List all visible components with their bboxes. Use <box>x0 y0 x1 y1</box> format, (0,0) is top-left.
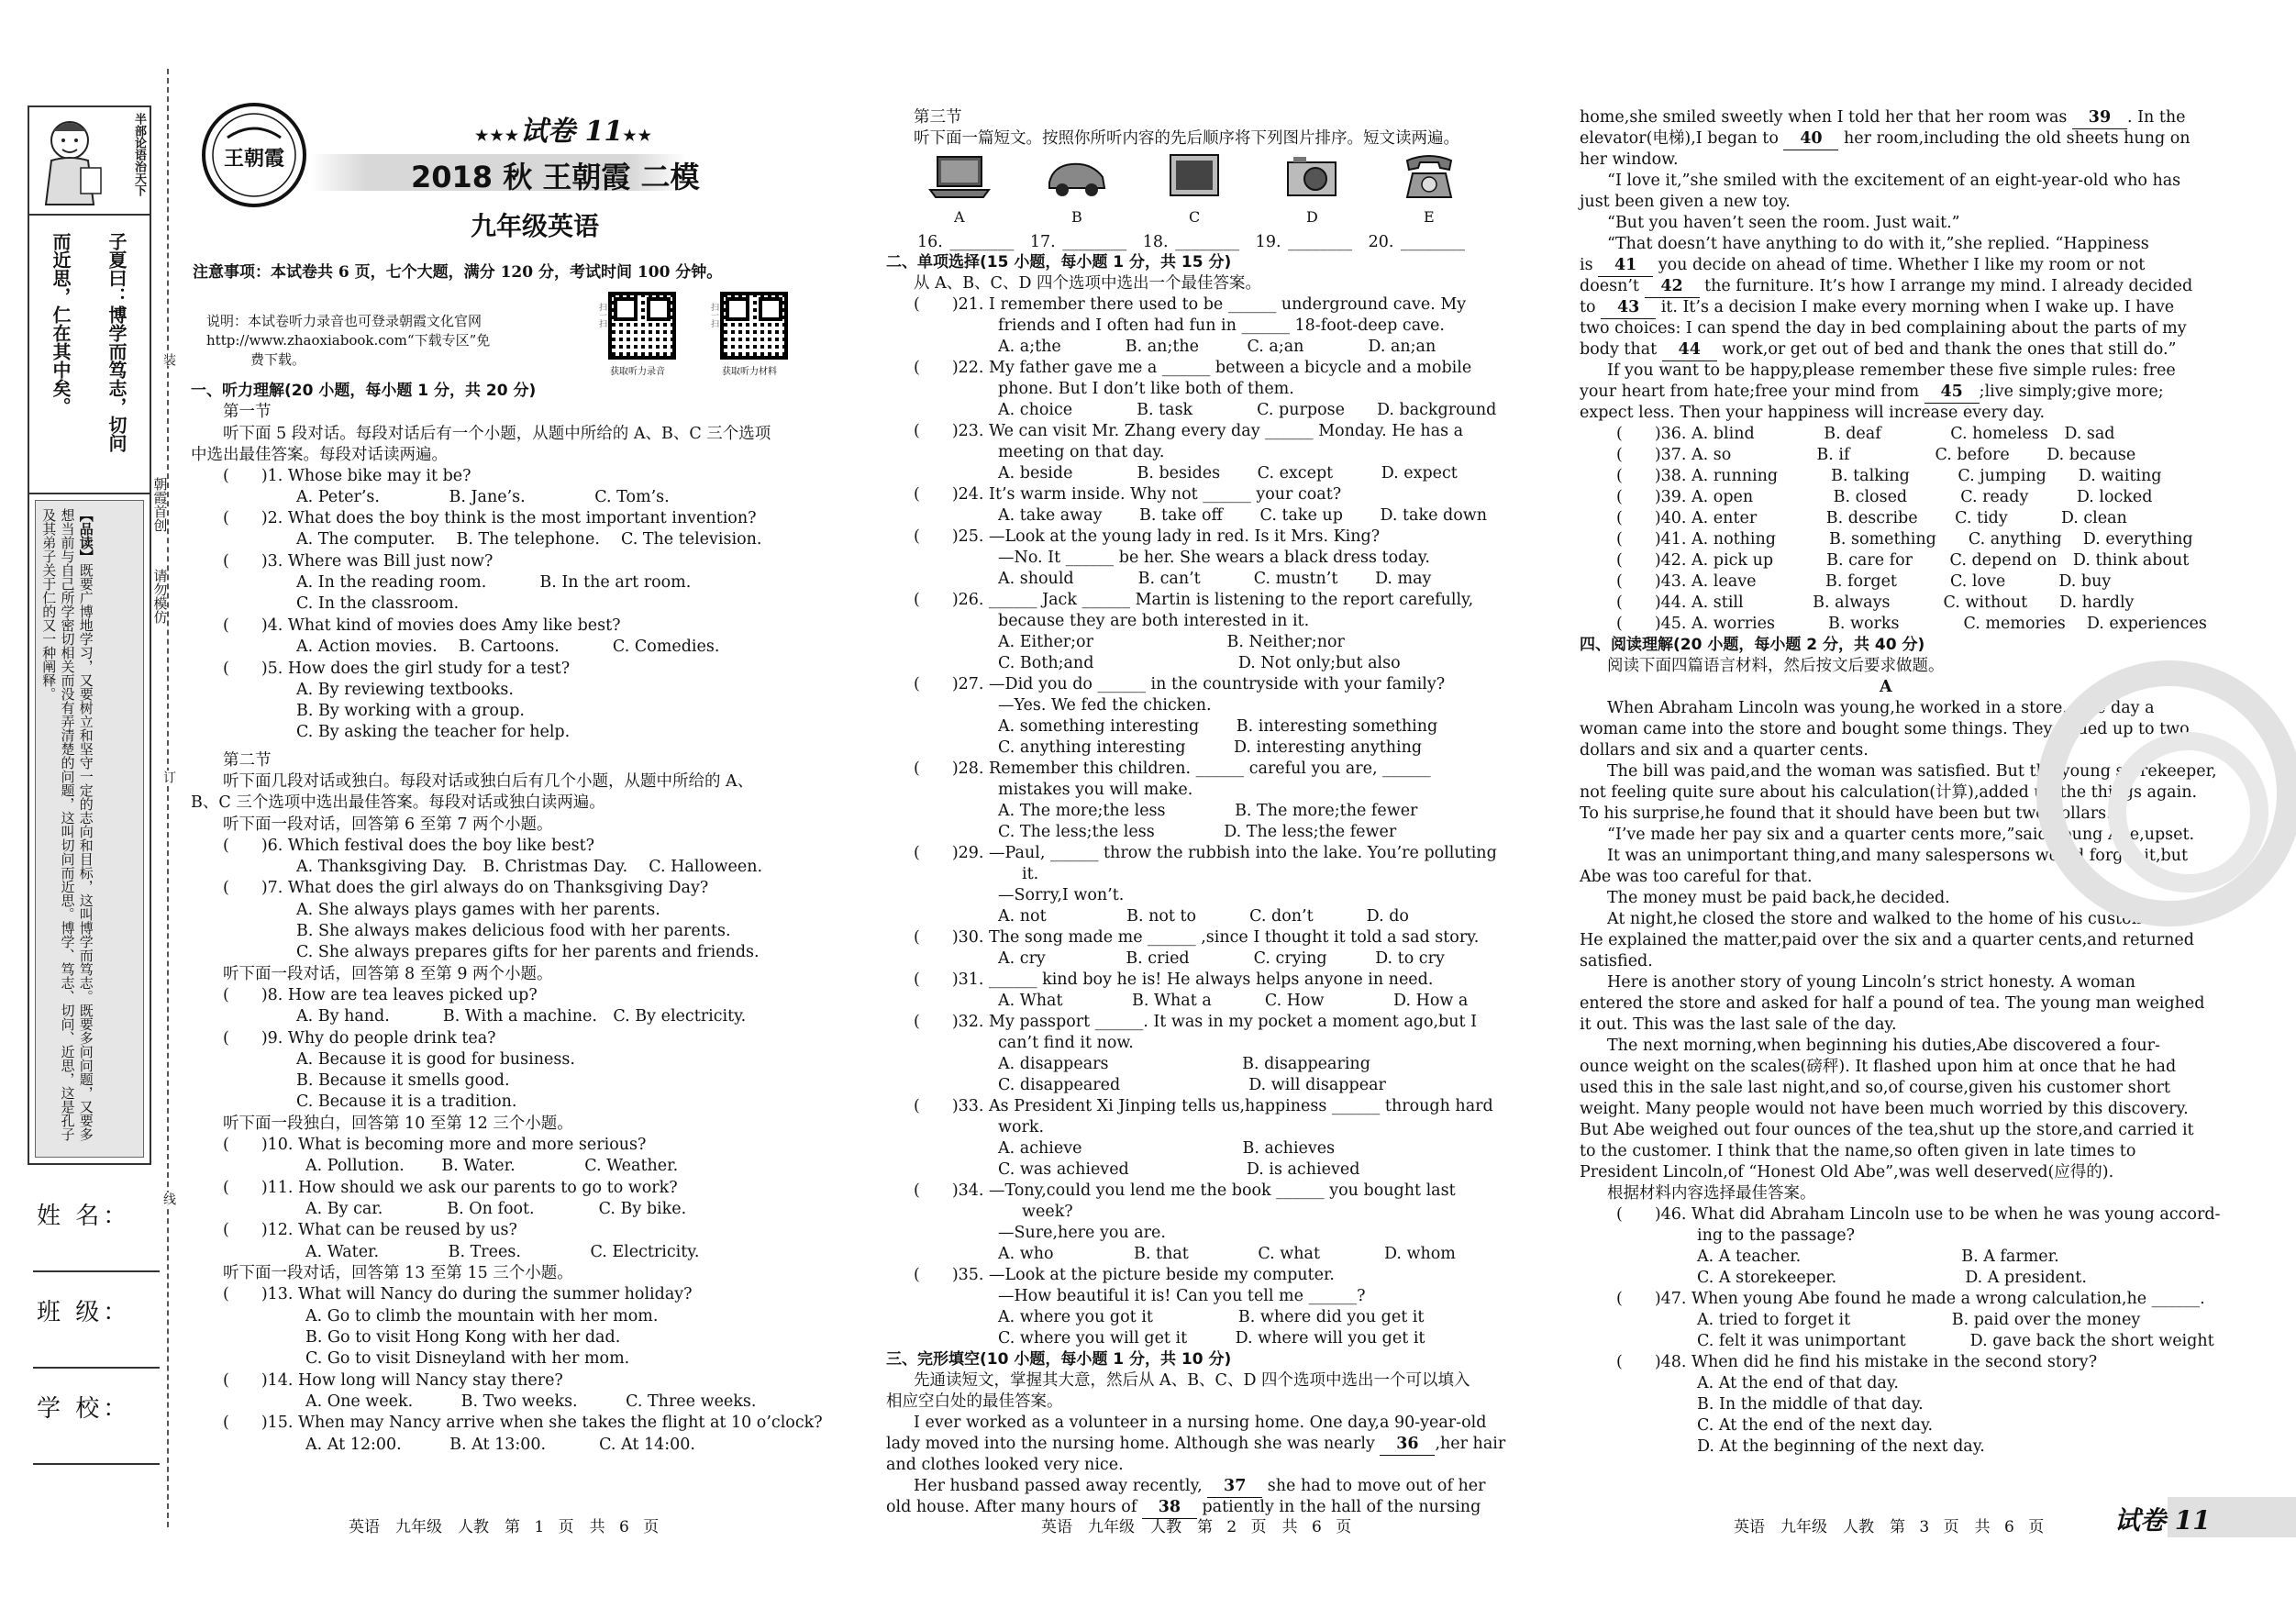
side-note-b: 请勿模仿 <box>151 569 169 624</box>
col2-line-52: 三、完形填空(10 小题，每小题 1 分，共 10 分) <box>886 1350 1232 1369</box>
col2-line-59: old house. After many hours of 38 patiently in the hall of the nursing <box>886 1497 1481 1519</box>
exam-subtitle: 九年级英语 <box>471 211 600 241</box>
col2-line-3: friends and I often had fun in ______ 18-foot-deep cave. <box>998 316 1445 335</box>
col3-line-23: ( )44. A. still B. always C. without D. hardly <box>1616 593 2135 612</box>
col2-line-43: C. was achieved D. is achieved <box>998 1160 1360 1179</box>
col1-line-28: ( )8. How are tea leaves picked up? <box>223 986 538 1004</box>
bind-char-2: 订 <box>158 771 178 783</box>
col2-line-35: A. What B. What a C. How D. How a <box>998 992 1469 1010</box>
col2-line-40: ( )33. As President Xi Jinping tells us,happiness ______ through hard <box>914 1097 1493 1115</box>
exam-title: 2018 秋 王朝霞 二模 <box>411 160 700 194</box>
col3-line-50: President Lincoln,of “Honest Old Abe”,was well deserved(应得的). <box>1580 1163 2114 1181</box>
blank-36[interactable]: 36 <box>1380 1434 1435 1456</box>
footer-page-2: 英语 九年级 人教 第 2 页 共 6 页 <box>1041 1518 1352 1536</box>
name-label: 姓 名： <box>37 1203 131 1230</box>
col3-line-56: ( )47. When young Abe found he made a wrong calculation,he ______. <box>1616 1290 2205 1308</box>
tv-icon <box>1161 151 1227 203</box>
col3-line-35: It was an unimportant thing,and many salespersons would forget it,but <box>1607 847 2189 865</box>
bind-char-3: 线 <box>158 1192 178 1205</box>
col1-line-27: 听下面一段对话，回答第 8 至第 9 两个小题。 <box>223 965 553 983</box>
col2-line-19: C. Both;and D. Not only;but also <box>998 654 1401 672</box>
col1-line-29: A. By hand. B. With a machine. C. By electricity. <box>296 1007 747 1026</box>
picture-d-label: D <box>1306 208 1318 226</box>
col1-line-0: 一、听力理解(20 小题，每小题 1 分，共 20 分) <box>191 382 537 400</box>
qr-code-audio-icon[interactable] <box>608 292 676 360</box>
exam-header <box>191 101 824 266</box>
comment-text <box>39 508 95 1150</box>
blank-43[interactable]: 43 <box>1601 297 1656 319</box>
col2-line-1: 从 A、B、C、D 四个选项中选出一个最佳答案。 <box>914 274 1262 293</box>
picture-b-label: B <box>1071 208 1082 226</box>
blank-41[interactable]: 41 <box>1598 255 1653 277</box>
col3-line-14: expect less. Then your happiness will increase every day. <box>1580 404 2046 422</box>
col2-line-5: ( )22. My father gave me a ______ between a bicycle and a mobile <box>914 359 1472 377</box>
col1-line-8: ( )3. Where was Bill just now? <box>223 552 494 571</box>
col2-line-26: A. The more;the less B. The more;the fewer <box>998 802 1418 820</box>
col1-line-38: A. By car. B. On foot. C. By bike. <box>305 1200 687 1218</box>
col3-line-45: ounce weight on the scales(磅秤). It flashed upon him at once that he had <box>1580 1058 2177 1076</box>
col3-line-47: weight. Many people would not have been much worried by this discovery. <box>1580 1100 2189 1118</box>
col3-line-61: B. In the middle of that day. <box>1697 1395 1924 1414</box>
col3-line-24: ( )45. A. worries B. works C. memories D. experiences <box>1616 615 2207 633</box>
telephone-icon <box>1396 151 1462 203</box>
col3-line-5: “But you haven’t seen the room. Just wait.” <box>1607 214 1960 232</box>
desc-line-3: 费下载。 <box>250 351 306 368</box>
col2-line-2: ( )21. I remember there used to be ______ underground cave. My <box>914 295 1467 314</box>
qr1-label: 获取听力录音 <box>610 367 665 377</box>
col2-line-9: meeting on that day. <box>998 443 1165 461</box>
col3-line-39: He explained the matter,paid over the six and a quarter cents,and returned <box>1580 931 2194 949</box>
col1-line-36: A. Pollution. B. Water. C. Weather. <box>305 1157 679 1175</box>
blank-44[interactable]: 44 <box>1662 339 1717 361</box>
blank-40[interactable]: 40 <box>1783 128 1838 150</box>
blank-42[interactable]: 42 <box>1645 276 1700 298</box>
col3-line-26: 阅读下面四篇语言材料，然后按文后要求做题。 <box>1607 657 1945 675</box>
col3-line-17: ( )38. A. running B. talking C. jumping D. waiting <box>1616 467 2162 485</box>
exam-no-text: 试卷 11 <box>520 116 624 148</box>
col3-line-54: A. A teacher. B. A farmer. <box>1697 1248 2059 1266</box>
col2-line-44: ( )34. —Tony,could you lend me the book ______ you bought last <box>914 1181 1456 1200</box>
col3-line-58: C. felt it was unimportant D. gave back the short weight <box>1697 1332 2214 1350</box>
col3-line-27: A <box>1880 678 1892 696</box>
left-strip <box>28 105 151 1165</box>
picture-a <box>926 151 993 226</box>
col1-line-23: ( )7. What does the girl always do on Thanksgiving Day? <box>223 879 709 897</box>
col1-line-14: A. By reviewing textbooks. <box>296 681 514 699</box>
col3-line-52: ( )46. What did Abraham Lincoln use to be when he was young accord- <box>1616 1205 2221 1224</box>
blank-39[interactable]: 39 <box>2072 107 2127 129</box>
col2-line-8: ( )23. We can visit Mr. Zhang every day ______ Monday. He has a <box>914 422 1464 440</box>
desc-block <box>206 312 490 370</box>
picture-c-label: C <box>1189 208 1201 226</box>
col1-line-49: A. At 12:00. B. At 13:00. C. At 14:00. <box>305 1436 695 1454</box>
col3-line-32: not feeling quite sure about his calculation(计算),added up the things again. <box>1580 783 2198 802</box>
col2-line-30: —Sorry,I won’t. <box>998 886 1125 904</box>
col3-line-63: D. At the beginning of the next day. <box>1697 1437 1985 1456</box>
col3-line-13: your heart from hate;free your mind from 45 ;live simply;give more; <box>1580 382 2164 404</box>
col3-line-49: to the customer. I think that the name,so often given in late times to <box>1580 1142 2136 1160</box>
qr2-label: 获取听力材料 <box>722 367 777 377</box>
col1-line-20: 听下面一段对话，回答第 6 至第 7 两个小题。 <box>223 815 553 834</box>
col3-line-51: 根据材料内容选择最佳答案。 <box>1607 1184 1816 1203</box>
col2-line-31: A. not B. not to C. don’t D. do <box>998 907 1409 926</box>
exam-number <box>475 108 653 149</box>
col3-line-19: ( )40. A. enter B. describe C. tidy D. clean <box>1616 509 2127 527</box>
col1-line-18: 听下面几段对话或独白。每段对话或独白后有几个小题，从题中所给的 A、 <box>223 772 754 791</box>
col3-line-62: C. At the end of the next day. <box>1697 1416 1934 1435</box>
col2-line-28: ( )29. —Paul, ______ throw the rubbish into the lake. You’re polluting <box>914 844 1497 862</box>
col2-line-24: ( )28. Remember this children. ______ careful you are, ______ <box>914 760 1431 778</box>
blank-45[interactable]: 45 <box>1924 382 1980 404</box>
col2-line-13: ( )25. —Look at the young lady in red. Is it Mrs. King? <box>914 527 1381 546</box>
col3-line-33: To his surprise,he found that it should have been but two dollars. <box>1580 804 2112 823</box>
col3-line-34: “I’ve made her pay six and a quarter cents more,”said young Abe,upset. <box>1607 826 2195 844</box>
col1-line-1: 第一节 <box>223 403 272 421</box>
col2-line-12: A. take away B. take off C. take up D. take down <box>998 506 1487 525</box>
binding-line <box>167 69 169 1527</box>
col1-line-19: B、C 三个选项中选出最佳答案。每段对话或独白读两遍。 <box>191 793 605 812</box>
col3-line-38: At night,he closed the store and walked to the home of his customer. <box>1607 910 2168 928</box>
brand-logo-icon <box>200 101 308 209</box>
strip-top <box>29 107 150 216</box>
col2-line-4: A. a;the B. an;the C. a;an D. an;an <box>998 338 1436 356</box>
col2-line-33: A. cry B. cried C. crying D. to cry <box>998 949 1445 968</box>
col1-line-22: A. Thanksgiving Day. B. Christmas Day. C. Halloween. <box>296 858 763 876</box>
col1-line-3: 中选出最佳答案。每段对话读两遍。 <box>191 446 448 464</box>
col2-line-57: and clothes looked very nice. <box>886 1456 1124 1474</box>
col2-line-34: ( )31. ______ kind boy he is! He always helps anyone in need. <box>914 970 1434 989</box>
footer-page-1: 英语 九年级 人教 第 1 页 共 6 页 <box>349 1518 660 1536</box>
picture-e-label: E <box>1424 208 1435 226</box>
brand-logo-text: 王朝霞 <box>223 148 285 171</box>
col1-line-46: ( )14. How long will Nancy stay there? <box>223 1371 563 1390</box>
col3-line-9: to 43 it. It’s a decision I make every morning when I wake up. I have <box>1580 297 2174 319</box>
col2-line-22: A. something interesting B. interesting something <box>998 717 1438 736</box>
col1-line-39: ( )12. What can be reused by us? <box>223 1221 517 1239</box>
stars-left: ★★★ <box>475 127 521 144</box>
car-icon <box>1044 151 1110 203</box>
col2-line-29: it. <box>1022 865 1039 883</box>
col1-line-11: ( )4. What kind of movies does Amy like best? <box>223 616 621 635</box>
desc-line-2: http://www.zhaoxiabook.com“下载专区”免 <box>206 332 491 349</box>
col3-line-29: woman came into the store and bought some things. They added up to two <box>1580 720 2190 738</box>
picture-a-label: A <box>954 208 965 226</box>
col1-line-44: B. Go to visit Hong Kong with her dad. <box>305 1328 621 1347</box>
col3-line-46: used this in the sale last night,and so,of course,given his customer short <box>1580 1079 2170 1097</box>
col3-line-12: If you want to be happy,please remember these five simple rules: free <box>1607 361 2176 380</box>
col1-line-33: C. Because it is a tradition. <box>296 1092 517 1111</box>
col2-line-48: ( )35. —Look at the picture beside my computer. <box>914 1266 1335 1284</box>
col3-line-40: satisfied. <box>1580 952 1653 970</box>
picture-blanks[interactable]: 16. ________ 17. ________ 18. ________ 19. ________ 20. ________ <box>917 233 1465 251</box>
col2-line-21: —Yes. We fed the chicken. <box>998 696 1212 715</box>
col1-line-21: ( )6. Which festival does the boy like best? <box>223 837 595 855</box>
col3-line-60: A. At the end of that day. <box>1697 1374 1899 1392</box>
col1-line-17: 第二节 <box>223 751 272 770</box>
col2-line-58: Her husband passed away recently, 37 she had to move out of her <box>914 1476 1485 1498</box>
col3-line-57: A. tried to forget it B. paid over the money <box>1697 1311 2141 1329</box>
school-label: 学 校： <box>37 1395 131 1423</box>
col1-line-40: A. Water. B. Trees. C. Electricity. <box>305 1243 700 1261</box>
col2-line-11: ( )24. It’s warm inside. Why not ______ your coat? <box>914 485 1342 504</box>
col3-line-22: ( )43. A. leave B. forget C. love D. buy <box>1616 572 2112 591</box>
strip-comment <box>35 500 144 1158</box>
col1-line-35: ( )10. What is becoming more and more serious? <box>223 1136 647 1154</box>
col3-line-15: ( )36. A. blind B. deaf C. homeless D. sad <box>1616 425 2115 443</box>
col3-line-44: The next morning,when beginning his duties,Abe discovered a four- <box>1607 1037 2160 1055</box>
col2-line-45: week? <box>1022 1203 1073 1221</box>
quote-line-a: 子夏曰：博学而笃志，切问 <box>105 232 128 452</box>
stars-right: ★★ <box>623 127 653 144</box>
col2-line-56: lady moved into the nursing home. Although she was nearly 36 ,her hair <box>886 1434 1505 1456</box>
camera-icon <box>1279 151 1345 203</box>
col2-line-51: C. where you will get it D. where will you get it <box>998 1329 1425 1347</box>
col3-line-30: dollars and six and a quarter cents. <box>1580 741 1869 760</box>
col3-line-6: “That doesn’t have anything to do with it,”she replied. “Happiness <box>1607 235 2149 253</box>
motto-text: 半部论语治天下 <box>132 113 146 196</box>
col2-line-55: I ever worked as a volunteer in a nursing home. One day,a 90-year-old <box>914 1414 1487 1432</box>
col3-line-1: elevator(电梯),I began to 40 her room,including the old sheets hung on <box>1580 128 2191 150</box>
col2-line-32: ( )30. The song made me ______ ,since I thought it told a sad story. <box>914 928 1480 947</box>
comment-body: 既要广博地学习，又要树立和坚守一定的志向和目标，这叫博学而笃志。既要多问问题，又要多想当前与自己所学密切相关而没有弄清楚的问题，这叫切问而近思。博学、笃志、切问、近思，这是孔子及其弟子关于仁的又一种阐释。 <box>40 508 94 1141</box>
col1-line-12: A. Action movies. B. Cartoons. C. Comedies. <box>296 638 720 656</box>
blank-38[interactable]: 38 <box>1142 1497 1197 1519</box>
col1-line-13: ( )5. How does the girl study for a test? <box>223 660 571 678</box>
col1-line-10: C. In the classroom. <box>296 594 460 613</box>
col3-line-36: Abe was too careful for that. <box>1580 868 1813 886</box>
col2-line-7: A. choice B. task C. purpose D. background <box>998 401 1497 419</box>
col3-line-42: entered the store and asked for half a pound of tea. The young man weighed <box>1580 994 2205 1013</box>
class-line[interactable] <box>33 1367 160 1369</box>
col1-line-4: ( )1. Whose bike may it be? <box>223 467 471 485</box>
col1-line-24: A. She always plays games with her parents. <box>296 901 660 919</box>
col2-line-53: 先通读短文，掌握其大意，然后从 A、B、C、D 四个选项中选出一个可以填入 <box>914 1371 1470 1390</box>
col1-line-34: 听下面一段独白，回答第 10 至第 12 三个小题。 <box>223 1115 573 1133</box>
col1-line-15: B. By working with a group. <box>296 702 525 720</box>
scan-hint-2: 扫一扫 <box>709 303 718 327</box>
watermark-seal-icon <box>2036 660 2296 926</box>
col1-line-26: C. She always prepares gifts for her parents and friends. <box>296 943 760 961</box>
col2-line-0: 二、单项选择(15 小题，每小题 1 分，共 15 分) <box>886 253 1232 272</box>
col1-line-45: C. Go to visit Disneyland with her mom. <box>305 1349 630 1368</box>
col1-line-25: B. She always makes delicious food with her parents. <box>296 922 731 940</box>
col3-line-28: When Abraham Lincoln was young,he worked in a store. One day a <box>1607 699 2155 717</box>
col1-line-6: ( )2. What does the boy think is the most important invention? <box>223 509 757 527</box>
picture-row <box>926 151 1477 234</box>
col2-line-23: C. anything interesting D. interesting anything <box>998 738 1423 757</box>
col2-line-38: A. disappears B. disappearing <box>998 1055 1370 1073</box>
col1-line-41: 听下面一段对话，回答第 13 至第 15 三个小题。 <box>223 1264 573 1282</box>
side-note-a: 朝霞首创 <box>151 477 169 532</box>
col3-line-16: ( )37. A. so B. if C. before D. because <box>1616 446 2136 464</box>
col3-line-4: just been given a new toy. <box>1580 193 1791 211</box>
col2-line-36: ( )32. My passport ______. It was in my pocket a moment ago,but I <box>914 1013 1478 1031</box>
col1-line-47: A. One week. B. Two weeks. C. Three weeks. <box>305 1392 757 1411</box>
col1-line-42: ( )13. What will Nancy do during the summer holiday? <box>223 1285 693 1303</box>
col3-line-21: ( )42. A. pick up B. care for C. depend on D. think about <box>1616 551 2190 570</box>
col3-line-48: But Abe weighed out four ounces of the tea,shut up the store,and carried it <box>1580 1121 2194 1139</box>
col3-line-53: ing to the passage? <box>1697 1226 1855 1245</box>
picture-b <box>1044 151 1110 226</box>
col2-line-15: A. should B. can’t C. mustn’t D. may <box>998 570 1432 588</box>
col3-line-11: body that 44 work,or get out of bed and thank the ones that still do.” <box>1580 339 2176 361</box>
col2-line-39: C. disappeared D. will disappear <box>998 1076 1386 1094</box>
blank-37[interactable]: 37 <box>1207 1476 1262 1498</box>
confucius-cartoon-icon <box>33 113 112 208</box>
strip-quote <box>29 219 150 494</box>
laptop-icon <box>926 151 993 203</box>
footer-page-3: 英语 九年级 人教 第 3 页 共 6 页 <box>1734 1518 2045 1536</box>
col2-line-49: —How beautiful it is! Can you tell me ______? <box>998 1287 1366 1305</box>
col1-line-37: ( )11. How should we ask our parents to go to work? <box>223 1179 678 1197</box>
comment-label: 【品读】 <box>77 508 94 563</box>
col2-line-54: 相应空白处的最佳答案。 <box>886 1392 1063 1411</box>
col2-line-37: can’t find it now. <box>998 1034 1134 1052</box>
picture-c <box>1161 151 1227 226</box>
col2-line-20: ( )27. —Did you do ______ in the countryside with your family? <box>914 675 1446 693</box>
col3-line-25: 四、阅读理解(20 小题，每小题 2 分，共 40 分) <box>1580 636 1925 654</box>
col3-line-43: it out. This was the last sale of the day. <box>1580 1015 1897 1034</box>
corner-label: 试卷 11 <box>2114 1505 2211 1536</box>
scan-hint-1: 扫一扫 <box>597 303 606 327</box>
col3-line-59: ( )48. When did he find his mistake in the second story? <box>1616 1353 2098 1371</box>
col1-line-30: ( )9. Why do people drink tea? <box>223 1029 496 1048</box>
col2-line-41: work. <box>998 1118 1045 1137</box>
col1-line-16: C. By asking the teacher for help. <box>296 723 571 741</box>
col3-line-0: home,she smiled sweetly when I told her that her room was 39 . In the <box>1580 107 2186 129</box>
col3-line-7: is 41 you decide on ahead of time. Whether I like my room or not <box>1580 255 2145 277</box>
col1-line-43: A. Go to climb the mountain with her mom. <box>305 1307 659 1325</box>
col1-line-32: B. Because it smells good. <box>296 1071 510 1090</box>
picture-e <box>1396 151 1462 226</box>
col3-line-8: doesn’t 42 the furniture. It’s how I arrange my mind. I already decided <box>1580 276 2192 298</box>
col3-line-31: The bill was paid,and the woman was satisfied. But the young storekeeper, <box>1607 762 2217 781</box>
col3-line-20: ( )41. A. nothing B. something C. anything D. everything <box>1616 530 2193 549</box>
col1-line-5: A. Peter’s. B. Jane’s. C. Tom’s. <box>296 488 670 506</box>
col2-line-10: A. beside B. besides C. except D. expect <box>998 464 1458 482</box>
col2-top-line-1: 听下面一篇短文。按照你所听内容的先后顺序将下列图片排序。短文读两遍。 <box>914 129 1459 148</box>
col1-line-48: ( )15. When may Nancy arrive when she takes the flight at 10 o’clock? <box>223 1414 823 1432</box>
col2-line-6: phone. But I don’t like both of them. <box>998 380 1294 398</box>
col2-line-47: A. who B. that C. what D. whom <box>998 1245 1456 1263</box>
col3-line-2: her window. <box>1580 150 1679 169</box>
quote-line-b: 而近思，仁在其中矣。 <box>50 232 72 416</box>
col2-line-42: A. achieve B. achieves <box>998 1139 1336 1158</box>
col2-line-17: because they are both interested in it. <box>998 612 1310 630</box>
school-line[interactable] <box>33 1463 160 1465</box>
col2-line-14: —No. It ______ be her. She wears a black dress today. <box>998 549 1430 567</box>
col2-line-50: A. where you got it B. where did you get it <box>998 1308 1425 1326</box>
col3-line-10: two choices: I can spend the day in bed complaining about the parts of my <box>1580 319 2187 338</box>
col3-line-41: Here is another story of young Lincoln’s strict honesty. A woman <box>1607 973 2135 992</box>
col1-line-31: A. Because it is good for business. <box>296 1050 575 1069</box>
col2-line-27: C. The less;the less D. The less;the fewer <box>998 823 1397 841</box>
desc-line-1: 说明：本试卷听力录音也可登录朝霞文化官网 <box>206 313 482 329</box>
col1-line-9: A. In the reading room. B. In the art room. <box>296 573 692 592</box>
col3-line-37: The money must be paid back,he decided. <box>1607 889 1950 907</box>
col2-line-46: —Sure,here you are. <box>998 1224 1166 1242</box>
col2-top-line-0: 第三节 <box>914 108 962 127</box>
col2-line-16: ( )26. ______ Jack ______ Martin is listening to the report carefully, <box>914 591 1474 609</box>
class-label: 班 级： <box>37 1299 131 1326</box>
picture-d <box>1279 151 1345 226</box>
notice-text: 注意事项：本试卷共 6 页，七个大题，满分 120 分，考试时间 100 分钟。 <box>193 263 723 282</box>
col3-line-18: ( )39. A. open B. closed C. ready D. locked <box>1616 488 2153 506</box>
col3-line-55: C. A storekeeper. D. A president. <box>1697 1269 2087 1287</box>
qr-code-material-icon[interactable] <box>720 292 788 360</box>
name-line[interactable] <box>33 1270 160 1272</box>
col3-line-3: “I love it,”she smiled with the excitement of an eight-year-old who has <box>1607 172 2181 190</box>
col2-line-25: mistakes you will make. <box>998 781 1193 799</box>
col2-line-18: A. Either;or B. Neither;nor <box>998 633 1345 651</box>
col1-line-7: A. The computer. B. The telephone. C. The television. <box>296 530 762 549</box>
bind-char-1: 装 <box>158 353 178 366</box>
col1-line-2: 听下面 5 段对话。每段对话后有一个小题，从题中所给的 A、B、C 三个选项 <box>223 425 771 443</box>
